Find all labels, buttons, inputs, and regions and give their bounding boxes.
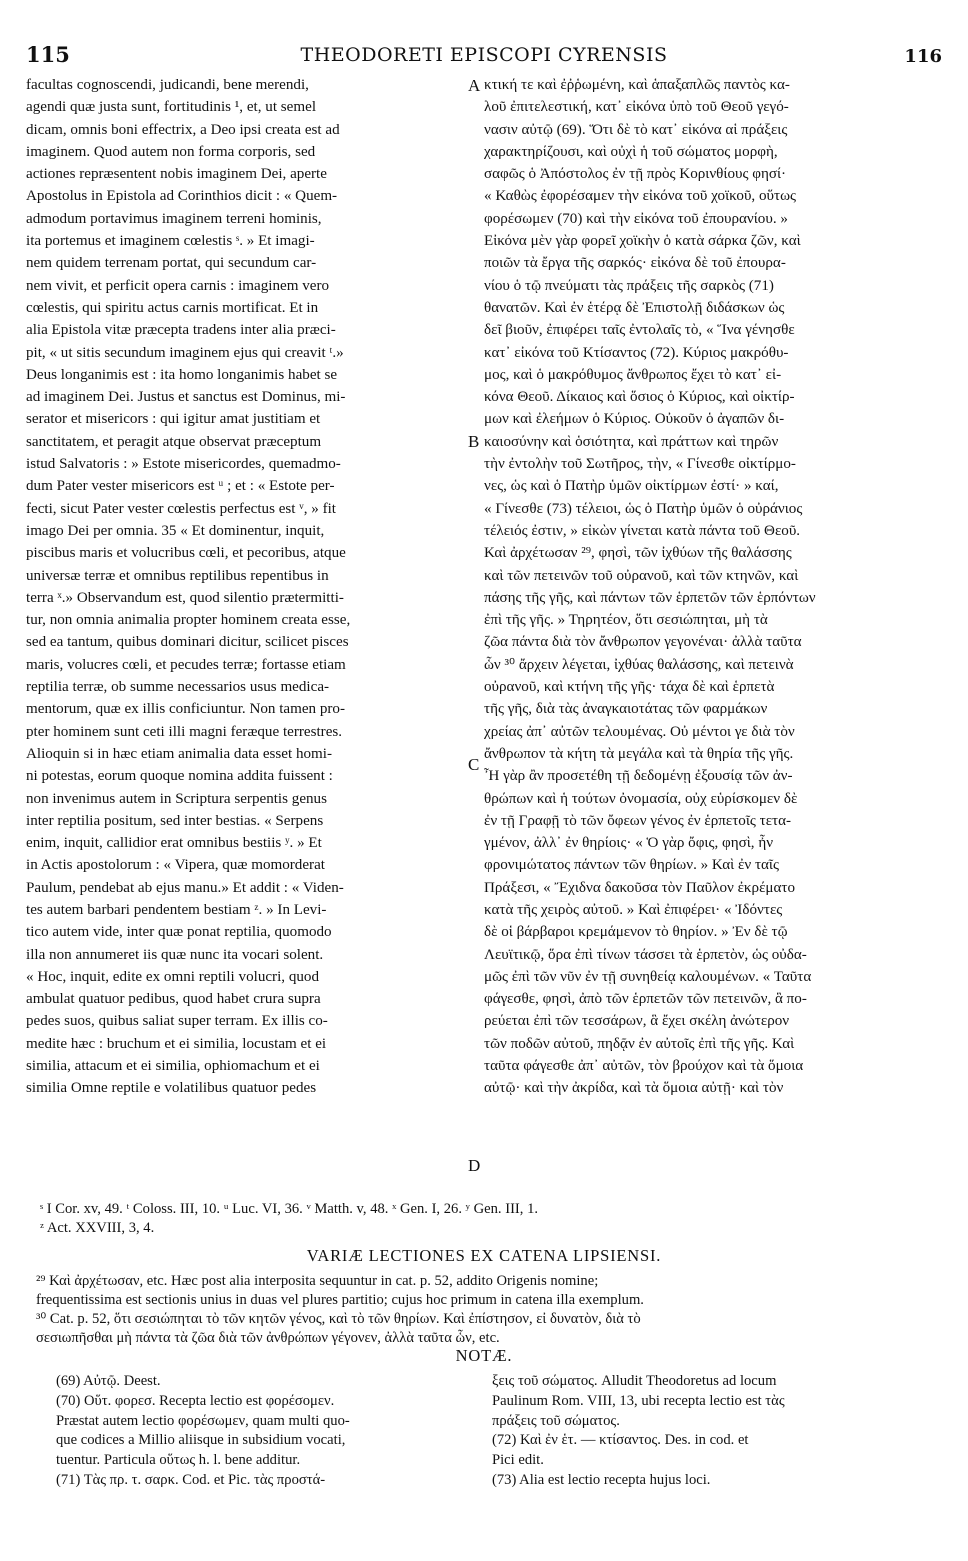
greek-text-line: ἄνθρωπον τὰ κήτη τὰ μεγάλα καὶ τὰ θηρία τῆς γῆς. xyxy=(484,745,794,762)
greek-text-line: πάσης τῆς γῆς, καὶ πάντων τῶν ἑρπετῶν τῶν ἑρπόντων xyxy=(484,589,816,606)
greek-text-line: κτική τε καὶ ἐῤῥωμένη, καὶ ἁπαξαπλῶς παντὸς κα- xyxy=(484,77,790,93)
latin-text-line: Paulum, pendebat ab ejus manu.» Et addit : « Viden- xyxy=(26,879,344,896)
greek-text-line: Εἰκόνα μὲν γὰρ φορεῖ χοϊκὴν ὁ κατὰ σάρκα ζῶν, καὶ xyxy=(484,233,801,250)
greek-text-line: κατὰ τῆς χειρὸς αὐτοῦ. » Καὶ ἐπιφέρει· « Ἰδόντες xyxy=(484,901,783,918)
note-line: que codices a Millio aliisque in subsidium vocati, xyxy=(56,1432,346,1449)
latin-text-line: pit, « ut sitis secundum imaginem ejus qui creavit ᵗ.» xyxy=(26,344,344,361)
latin-text-line: admodum portavimus imaginem terreni hominis, xyxy=(26,210,322,227)
latin-text-line: terra ˣ.» Observandum est, quod silentio prætermitti- xyxy=(26,589,344,606)
variant-line: ²⁹ Καὶ ἀρχέτωσαν, etc. Hæc post alia interposita sequuntur in cat. p. 52, addito Origenis nomine; xyxy=(36,1273,599,1289)
greek-text-line: καὶ τῶν πετεινῶν τοῦ οὐρανοῦ, καὶ τῶν κτηνῶν, καὶ xyxy=(484,567,799,584)
latin-text-line: similia Omne reptile e volatilibus quatuor pedes xyxy=(26,1080,317,1097)
latin-text-line: nem vivit, et perficit opera carnis : imaginem vero xyxy=(26,277,330,294)
margin-marker-d: D xyxy=(468,1156,481,1175)
latin-text-line: cœlestis, qui spiritu actus carnis mortificat. Et in xyxy=(26,299,319,316)
latin-text-line: maris, volucres cœli, et pecudes terræ; fortasse etiam xyxy=(26,656,346,673)
variants-heading: VARIÆ LECTIONES EX CATENA LIPSIENSI. xyxy=(306,1246,662,1265)
variant-line: frequentissima est sectionis unius in duas vel plures partitio; cujus hoc primum in catena illa exemplum. xyxy=(36,1292,644,1308)
greek-column xyxy=(484,74,942,1100)
greek-text-line: τέλειός ἐστιν, » εἰκὼν γίνεται κατὰ πάντα τοῦ Θεοῦ. xyxy=(484,522,801,539)
latin-text-line: serator et misericors : qui igitur amat justitiam et xyxy=(26,411,321,428)
latin-text-line: pedes suos, quibus saliat super terram. Ex illis co- xyxy=(26,1013,328,1030)
latin-text-line: sanctitatem, et peragit atque observat præceptum xyxy=(26,433,322,450)
latin-text-line: in Actis apostolorum : « Vipera, quæ momorderat xyxy=(26,857,325,874)
latin-text-line: ambulat quatuor pedibus, quod habet crura supra xyxy=(26,991,321,1008)
greek-text-line: φορέσωμεν (70) καὶ τὴν εἰκόνα τοῦ ἐπουρανίου. » xyxy=(484,210,788,227)
greek-text-line: « Καθὼς ἐφορέσαμεν τὴν εἰκόνα τοῦ χοϊκοῦ, οὕτως xyxy=(484,188,796,205)
greek-text-line: νασιν αὐτῷ (69). Ὅτι δὲ τὸ κατ᾽ εἰκόνα αἱ πράξεις xyxy=(484,121,788,138)
latin-text-line: universæ terræ et omnibus reptilibus repentibus in xyxy=(26,567,329,584)
greek-text-line: καιοσύνην καὶ ὁσιότητα, καὶ πράττων καὶ τηρῶν xyxy=(484,433,779,450)
latin-text-line: istud Salvatoris : » Estote misericordes, quemadmo- xyxy=(26,456,341,473)
page-header xyxy=(26,42,942,68)
margin-marker-a: A xyxy=(468,76,481,95)
note-line: (72) Καὶ ἐν ἑτ. — κτίσαντος. Des. in cod. et xyxy=(492,1432,749,1449)
note-line: Præstat autem lectio φορέσωμεν, quam multi quo- xyxy=(56,1412,350,1429)
latin-text-line: reptilia terræ, ob summe necessarios usus medica- xyxy=(26,679,330,696)
greek-text-line: θανατῶν. Καὶ ἐν ἑτέρᾳ δὲ Ἐπιστολῇ διδάσκων ὡς xyxy=(484,299,785,316)
greek-text-line: Καὶ ἀρχέτωσαν ²⁹, φησὶ, τῶν ἰχθύων τῆς θαλάσσης xyxy=(484,545,792,562)
latin-text-line: piscibus maris et volucribus cœli, et pecoribus, atque xyxy=(26,545,346,562)
latin-text-line: dicam, omnis boni effectrix, a Deo ipsi creata est ad xyxy=(26,121,340,138)
latin-text-line: inter reptilia positum, sed inter bestias. « Serpens xyxy=(26,812,324,829)
note-line: Paulinum Rom. VIII, 13, ubi recepta lectio est τὰς xyxy=(492,1392,785,1409)
latin-text-line: ad imaginem Dei. Justus et sanctus est Dominus, mi- xyxy=(26,389,346,406)
margin-marker-b: B xyxy=(468,432,480,451)
greek-text-line: δεῖ βιοῦν, ἐπιφέρει ταῖς ἐντολαῖς τὸ, « Ἵνα γένησθε xyxy=(484,322,795,339)
page-number-right: 116 xyxy=(904,46,942,67)
greek-text-line: φρονιμώτατος πάντων τῶν θηρίων. » Καὶ ἐν ταῖς xyxy=(484,857,779,874)
latin-text-line: imago Dei per omnia. 35 « Et dominentur, inquit, xyxy=(26,522,325,539)
note-line: (73) Alia est lectio recepta hujus loci. xyxy=(492,1471,711,1488)
greek-text-line: Ἦ γὰρ ἂν προσετέθη τῇ δεδομένῃ ἐξουσίᾳ τῶν ἀν- xyxy=(484,768,793,785)
greek-text-line: λοῦ ἐπιτελεστική, κατ᾽ εἰκόνα ὑπὸ τοῦ Θεοῦ γεγό- xyxy=(484,99,789,116)
latin-text-line: pter hominem sunt ceti illi magni feræque terrestres. xyxy=(26,723,343,740)
greek-text-line: τῆς γῆς, διὰ τὰς ἀναγκαιοτάτας τῶν φαρμάκων xyxy=(484,701,768,718)
note-line: Pici edit. xyxy=(492,1452,544,1469)
greek-text-line: δὲ οἱ βάρβαροι κρεμάμενον τὸ θηρίον. » Ἐν δὲ τῷ xyxy=(484,924,788,941)
greek-text-line: Λευϊτικῷ, ὅρα ἐπὶ τίνων τάσσει τὰ ἑρπετὸν, ὡς οὐδα- xyxy=(484,946,807,963)
greek-text-line: ἐν τῇ Γραφῇ τὸ τῶν ὄφεων γένος ἐν ἑρπετοῖς τετα- xyxy=(484,812,792,829)
latin-text-line: medite hæc : bruchum et ei similia, locustam et ei xyxy=(26,1035,327,1052)
page-number-left: 115 xyxy=(26,42,70,67)
latin-text-line: actiones repræsentent nobis imaginem Dei, aperte xyxy=(26,166,327,183)
greek-text-line: τῶν ποδῶν αὐτοῦ, πηδᾷν ἐν αὐτοῖς ἐπὶ τῆς γῆς. Καὶ xyxy=(484,1035,795,1052)
latin-text-line: enim, inquit, callidior erat omnibus bestiis ʸ. » Et xyxy=(26,835,322,852)
latin-text-line: mentorum, quæ ex illis conficiuntur. Non tamen pro- xyxy=(26,701,346,718)
footnote-line: ˢ I Cor. xv, 49. ᵗ Coloss. III, 10. ᵘ Luc. VI, 36. ᵛ Matth. v, 48. ˣ Gen. I, 26. ʸ Gen. III, 1. xyxy=(40,1201,539,1217)
greek-text-line: οὐρανοῦ, καὶ κτήνη τῆς γῆς· τάχα δὲ καὶ ἑρπετὰ xyxy=(484,679,775,696)
latin-text-line: tur, non omnia animalia propter hominem creata esse, xyxy=(26,612,351,629)
greek-text-line: χρείας ἀπ᾽ αὐτῶν τελουμένας. Οὐ μέντοι γε διὰ τὸν xyxy=(484,723,795,740)
note-line: tuentur. Particula οὕτως h. l. bene additur. xyxy=(56,1452,301,1469)
margin-marker-c: C xyxy=(468,755,480,774)
latin-text-line: Apostolus in Epistola ad Corinthios dicit : « Quem- xyxy=(26,188,338,205)
note-line: (69) Αὐτῷ. Deest. xyxy=(56,1373,161,1389)
latin-text-line: ita portemus et imaginem cœlestis ˢ. » Et imagi- xyxy=(26,233,315,250)
note-line: ξεις τοῦ σώματος. Alludit Theodoretus ad locum xyxy=(492,1373,777,1389)
latin-text-line: non invenimus autem in Scriptura serpentis genus xyxy=(26,790,327,807)
latin-text-line: illa non annumeret iis quæ nunc ita vocari solent. xyxy=(26,946,324,963)
greek-text-line: φάγεσθε, φησὶ, ἀπὸ τῶν ἑρπετῶν τῶν πετεινῶν, ἃ πο- xyxy=(484,991,807,1008)
notes-left-column xyxy=(56,1372,466,1491)
latin-text-line: nem quidem terrenam portat, qui secundum car- xyxy=(26,255,317,272)
note-line: πράξεις τοῦ σώματος. xyxy=(492,1412,620,1429)
greek-text-line: Πράξεσι, « Ἔχιδνα δακοῦσα τὸν Παῦλον ἐκρέματο xyxy=(484,879,796,896)
latin-column xyxy=(26,74,466,1100)
latin-text-line: tes autem barbari pendentem bestiam ᶻ. » In Levi- xyxy=(26,901,327,918)
latin-text-line: « Hoc, inquit, edite ex omni reptili volucri, quod xyxy=(26,968,320,985)
greek-text-line: κόνα Θεοῦ. Δίκαιος καὶ ὅσιος ὁ Κύριος, καὶ οἰκτίρ- xyxy=(484,389,795,406)
greek-text-line: ζῶα πάντα διὰ τὸν ἄνθρωπον γεγονέναι· ἀλλὰ ταῦτα xyxy=(484,634,802,651)
greek-text-line: μων καὶ ἐλεήμων ὁ Κύριος. Οὐκοῦν ὁ ἀγαπῶν δι- xyxy=(484,411,785,428)
note-line: (70) Οὕτ. φορεσ. Recepta lectio est φορέσομεν. xyxy=(56,1392,335,1409)
greek-text-line: σαφῶς ὁ Ἀπόστολος ἐν τῇ πρὸς Κορινθίους φησί· xyxy=(484,166,787,183)
greek-text-line: κατ᾽ εἰκόνα τοῦ Κτίσαντος (72). Κύριος μακρόθυ- xyxy=(484,344,789,361)
variant-line: σεσιωπῆσθαι μὴ πάντα τὰ ζῶα διὰ τῶν ἀνθρώπων γέγονεν, ἀλλὰ ταῦτα ὧν, etc. xyxy=(36,1330,500,1346)
greek-text-line: χαρακτηρίζουσι, καὶ οὐχὶ ἡ τοῦ σώματος μορφὴ, xyxy=(484,143,778,160)
greek-text-line: ἐπὶ τῆς γῆς. » Τηρητέον, ὅτι σεσιώπηται, μὴ τὰ xyxy=(484,612,768,629)
greek-text-line: « Γίνεσθε (73) τέλειοι, ὡς ὁ Πατὴρ ὑμῶν ὁ οὐράνιος xyxy=(484,500,803,517)
greek-text-line: ὧν ³⁰ ἄρχειν λέγεται, ἰχθύας θαλάσσης, καὶ πετεινὰ xyxy=(484,656,794,673)
greek-text-line: θρώπων καὶ ἡ τούτων ὀνομασία, οὐχ εὑρίσκομεν δὲ xyxy=(484,790,798,807)
running-title: THEODORETI EPISCOPI CYRENSIS xyxy=(300,44,668,66)
latin-text-line: Alioquin si in hæc etiam animalia data esset homi- xyxy=(26,745,333,762)
latin-text-line: imaginem. Quod autem non forma corporis, sed xyxy=(26,143,316,160)
greek-text-line: μος, καὶ ὁ μακρόθυμος ἄνθρωπος ἔχει τὸ κατ᾽ εἰ- xyxy=(484,366,782,383)
footnote-line: ᶻ Act. XXVIII, 3, 4. xyxy=(40,1220,155,1236)
latin-text-line: Deus longanimis est : ita homo longanimis habet se xyxy=(26,366,338,383)
variant-line: ³⁰ Cat. p. 52, ὅτι σεσιώπηται τὸ τῶν κητῶν γένος, καὶ τὸ τῶν θηρίων. Καὶ ἐπίστησον, εἰ δυνατὸν, διὰ τὸ xyxy=(36,1311,641,1327)
latin-text-line: sed ea tantum, quibus dominari dicitur, scilicet pisces xyxy=(26,634,349,651)
greek-text-line: ρεύεται ἐπὶ τῶν τεσσάρων, ἃ ἔχει σκέλη ἀνώτερον xyxy=(484,1013,790,1030)
notes-heading: NOTÆ. xyxy=(455,1346,513,1365)
notes-right-column xyxy=(492,1372,942,1491)
scripture-footnotes xyxy=(40,1200,940,1238)
latin-text-line: facultas cognoscendi, judicandi, bene merendi, xyxy=(26,77,309,93)
greek-text-line: αὐτῷ· καὶ τὴν ἀκρίδα, καὶ τὰ ὅμοια αὐτῇ· καὶ τὸν xyxy=(484,1080,784,1097)
latin-text-line: agendi quæ justa sunt, fortitudinis ¹, et, ut semel xyxy=(26,99,317,116)
greek-text-line: γμένον, ἀλλ᾽ ἐν θηρίοις· « Ὁ γὰρ ὄφις, φησὶ, ἦν xyxy=(484,835,774,852)
latin-text-line: alia Epistola vitæ præcepta tradens inter alia præci- xyxy=(26,322,336,339)
greek-text-line: ταῦτα φάγεσθε ἀπ᾽ αὐτῶν, τὸν βρούχον καὶ τὰ ὅμοια xyxy=(484,1058,804,1075)
greek-text-line: τὴν ἐντολὴν τοῦ Σωτῆρος, τὴν, « Γίνεσθε οἰκτίρμο- xyxy=(484,456,796,473)
latin-text-line: fecti, sicut Pater vester cœlestis perfectus est ᵛ, » fit xyxy=(26,500,336,517)
greek-text-line: ποιῶν τὰ ἔργα τῆς σαρκός· εἰκόνα δὲ τοῦ ἐπουρα- xyxy=(484,255,786,272)
variant-readings xyxy=(36,1272,946,1348)
latin-text-line: tico autem vide, inter quæ ponat reptilia, quomodo xyxy=(26,924,332,941)
latin-text-line: ni potestas, eorum quoque nomina addita fuissent : xyxy=(26,768,333,785)
note-line: (71) Τὰς πρ. τ. σαρκ. Cod. et Pic. τὰς πρoστά- xyxy=(56,1471,326,1488)
greek-text-line: μῶς ἐπὶ τῶν νῦν ἐν τῇ συνηθείᾳ καλουμένων. « Ταῦτα xyxy=(484,968,812,985)
greek-text-line: νίου ὁ τῷ πνεύματι τὰς πράξεις τῆς σαρκὸς (71) xyxy=(484,277,774,294)
latin-text-line: similia, attacum et ei similia, ophiomachum et ei xyxy=(26,1058,320,1075)
latin-text-line: dum Pater vester misericors est ᵘ ; et : « Estote per- xyxy=(26,478,335,495)
greek-text-line: νες, ὡς καὶ ὁ Πατὴρ ὑμῶν οἰκτίρμων ἐστί· » καί, xyxy=(484,478,779,495)
